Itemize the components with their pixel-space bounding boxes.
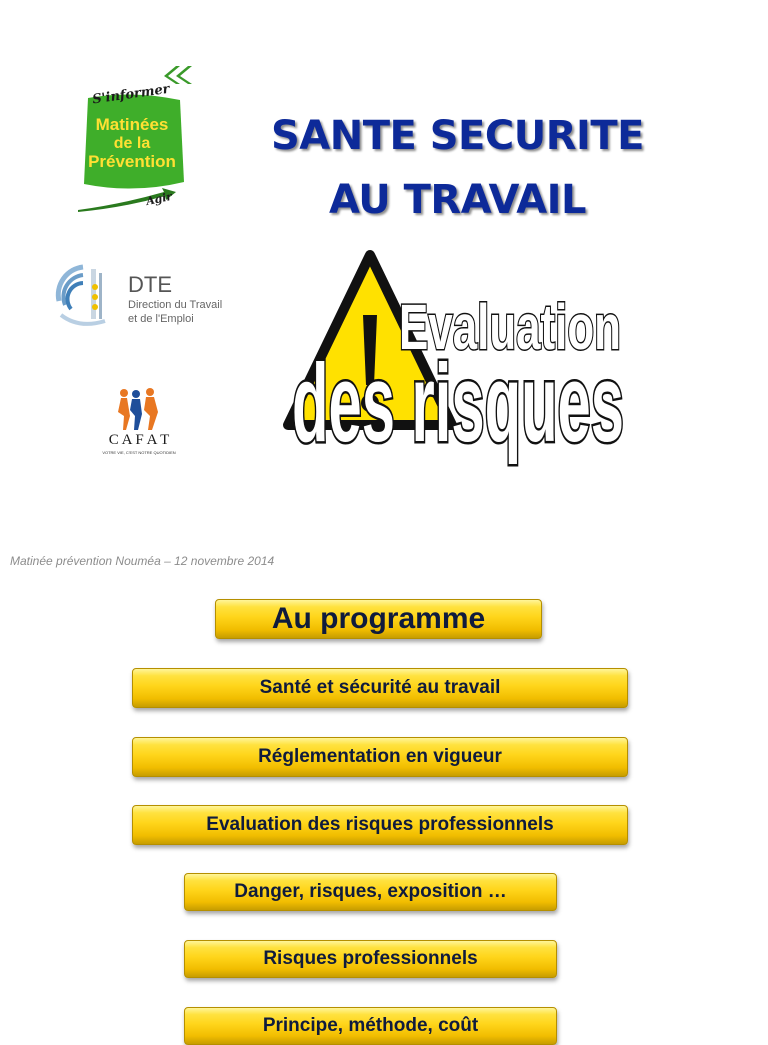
program-item-risques-professionnels[interactable]: Risques professionnels xyxy=(184,940,557,978)
program-item-danger-exposition[interactable]: Danger, risques, exposition … xyxy=(184,873,557,911)
program-item-principe-methode[interactable]: Principe, méthode, coût xyxy=(184,1007,557,1045)
dte-line2: et de l'Emploi xyxy=(128,313,194,325)
graphic-word1: Evaluation xyxy=(399,291,621,363)
matinees-line1: Matinées xyxy=(95,115,169,134)
matinees-top-text: S'informer xyxy=(91,81,171,108)
dte-logo xyxy=(55,255,230,335)
graphic-word2: des risques xyxy=(292,342,624,465)
evaluation-risques-graphic xyxy=(284,245,634,465)
matinees-line2: de la xyxy=(113,135,151,152)
matinees-bottom-text: Agir xyxy=(144,189,174,209)
program-heading: Au programme xyxy=(215,599,542,639)
program-item-sante-securite[interactable]: Santé et sécurité au travail xyxy=(132,668,628,708)
program-item-reglementation[interactable]: Réglementation en vigueur xyxy=(132,737,628,777)
page-title-line1: SANTE SECURITE xyxy=(270,113,645,159)
matinees-prevention-logo xyxy=(72,64,202,216)
cafat-slogan: VOTRE VIE, C'EST NOTRE QUOTIDIEN xyxy=(102,450,176,455)
cafat-name: C A F A T xyxy=(108,432,170,448)
dte-name: DTE xyxy=(128,272,172,297)
page-title-line2: AU TRAVAIL xyxy=(328,177,587,223)
event-date-note: Matinée prévention Nouméa – 12 novembre 2014 xyxy=(10,554,275,568)
dte-line1: Direction du Travail xyxy=(128,299,223,311)
program-item-evaluation-risques[interactable]: Evaluation des risques professionnels xyxy=(132,805,628,845)
cafat-logo xyxy=(78,386,200,458)
matinees-line3: Prévention xyxy=(88,152,176,171)
